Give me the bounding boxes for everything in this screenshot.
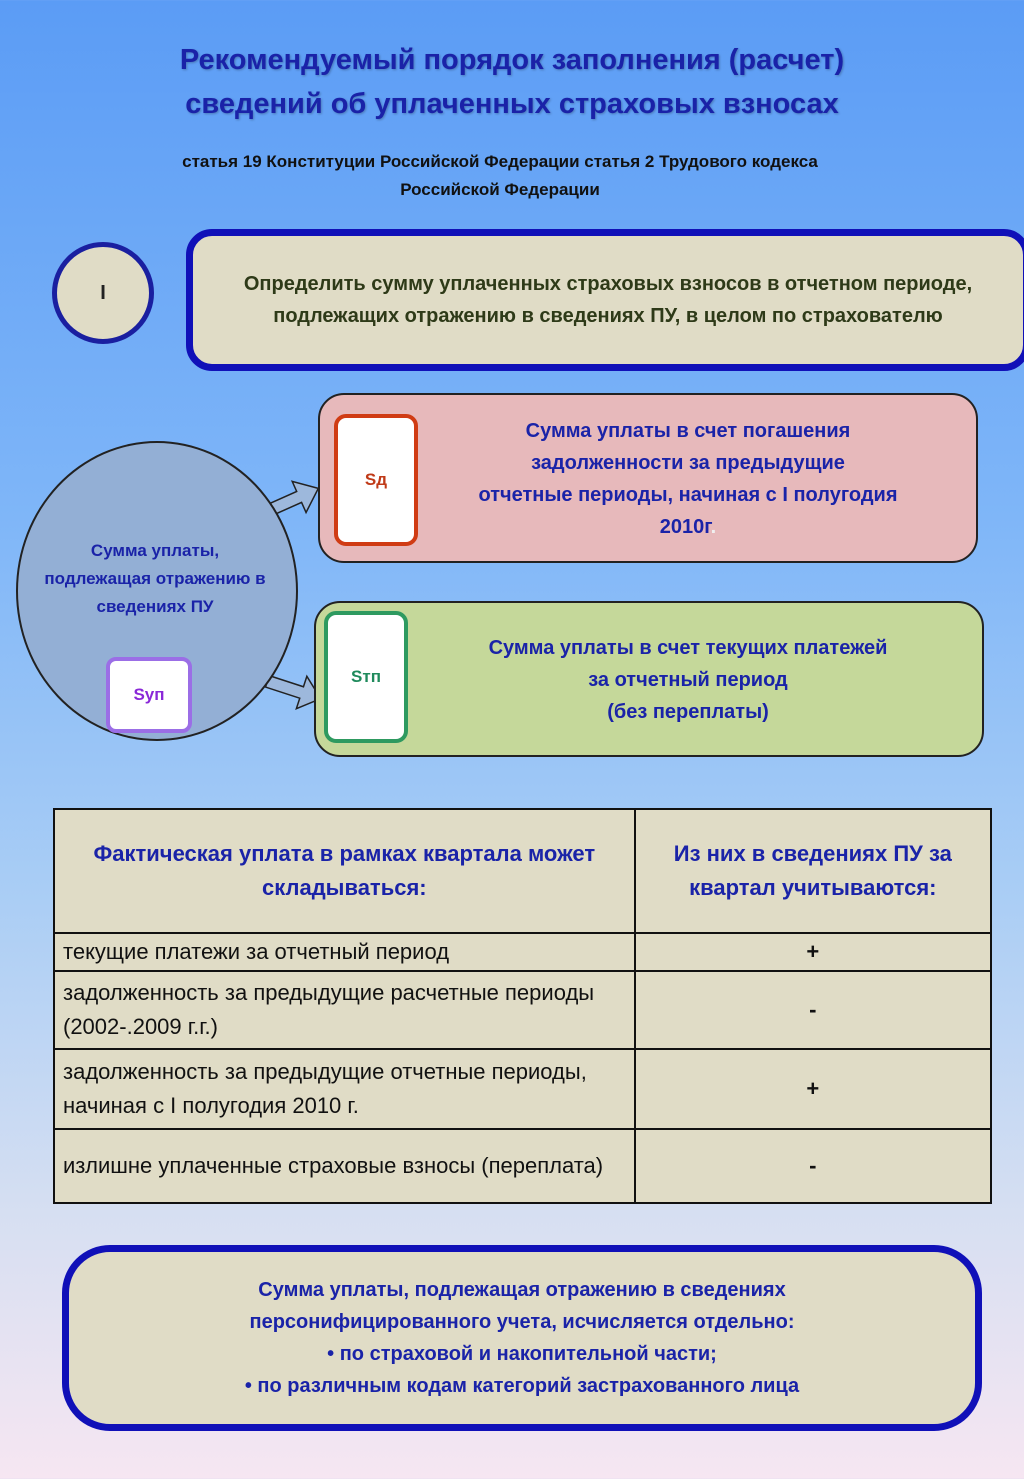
subtitle-line-2: Российской Федерации: [400, 180, 600, 199]
subtitle-line-1: статья 19 Конституции Российской Федерации статья 2 Трудового кодекса: [182, 152, 818, 171]
current-payment-line-3: (без переплаты): [607, 701, 769, 723]
note-line-2: персонифицированного учета, исчисляется отдельно:: [249, 1311, 795, 1333]
debt-payment-line-2: задолженности за предыдущие: [531, 452, 845, 474]
table-cell-mark: +: [635, 933, 991, 971]
table-cell-desc: задолженность за предыдущие отчетные периоды, начиная с I полугодия 2010 г.: [54, 1049, 635, 1129]
total-payment-label: Сумма уплаты, подлежащая отражению в сведениях ПУ: [44, 541, 266, 616]
current-payment-symbol: Sтп: [324, 611, 408, 743]
step-description-text: Определить сумму уплаченных страховых взносов в отчетном периоде, подлежащих отражению в сведениях ПУ, в целом по страхователю: [243, 273, 973, 327]
debt-payment-symbol: Sд: [334, 414, 418, 546]
debt-payment-year: 2010г: [659, 516, 711, 538]
payment-composition-table: [53, 808, 992, 1204]
total-payment-symbol: Sуп: [106, 657, 192, 733]
table-cell-desc: задолженность за предыдущие расчетные периоды (2002-.2009 г.г.): [54, 971, 635, 1049]
current-payment-text: [430, 632, 946, 728]
table-row: [54, 1049, 991, 1129]
note-line-3: • по страховой и накопительной части;: [327, 1343, 717, 1365]
debt-payment-text: [440, 415, 936, 543]
debt-payment-dot: .: [710, 516, 717, 538]
table-cell-desc: текущие платежи за отчетный период: [54, 933, 635, 971]
table-header-counted: Из них в сведениях ПУ за квартал учитываются:: [635, 809, 991, 933]
table-cell-mark: +: [635, 1049, 991, 1129]
step-description-box: [186, 229, 1024, 371]
table-row: [54, 971, 991, 1049]
note-line-1: Сумма уплаты, подлежащая отражению в сведениях: [258, 1279, 786, 1301]
current-payment-line-2: за отчетный период: [588, 669, 788, 691]
debt-payment-line-1: Сумма уплаты в счет погашения: [525, 420, 851, 442]
table-header-actual-payment: Фактическая уплата в рамках квартала может складываться:: [54, 809, 635, 933]
debt-payment-line-4: [440, 511, 936, 543]
table-cell-mark: -: [635, 971, 991, 1049]
debt-payment-line-3: отчетные периоды, начиная с I полугодия: [478, 484, 898, 506]
table-row: [54, 933, 991, 971]
note-line-4: • по различным кодам категорий застрахованного лица: [244, 1375, 800, 1397]
calculation-note-box: [62, 1245, 982, 1431]
current-payment-line-1: Сумма уплаты в счет текущих платежей: [488, 637, 888, 659]
table-cell-mark: -: [635, 1129, 991, 1203]
page-subtitle: [100, 148, 900, 204]
step-number-badge: I: [52, 242, 154, 344]
table-cell-desc: излишне уплаченные страховые взносы (переплата): [54, 1129, 635, 1203]
page-title-line-1: Рекомендуемый порядок заполнения (расчет): [179, 44, 845, 76]
table-row: [54, 1129, 991, 1203]
table-header-row: [54, 809, 991, 933]
page-title: [0, 38, 1024, 126]
page-title-line-2: сведений об уплаченных страховых взносах: [185, 88, 839, 120]
